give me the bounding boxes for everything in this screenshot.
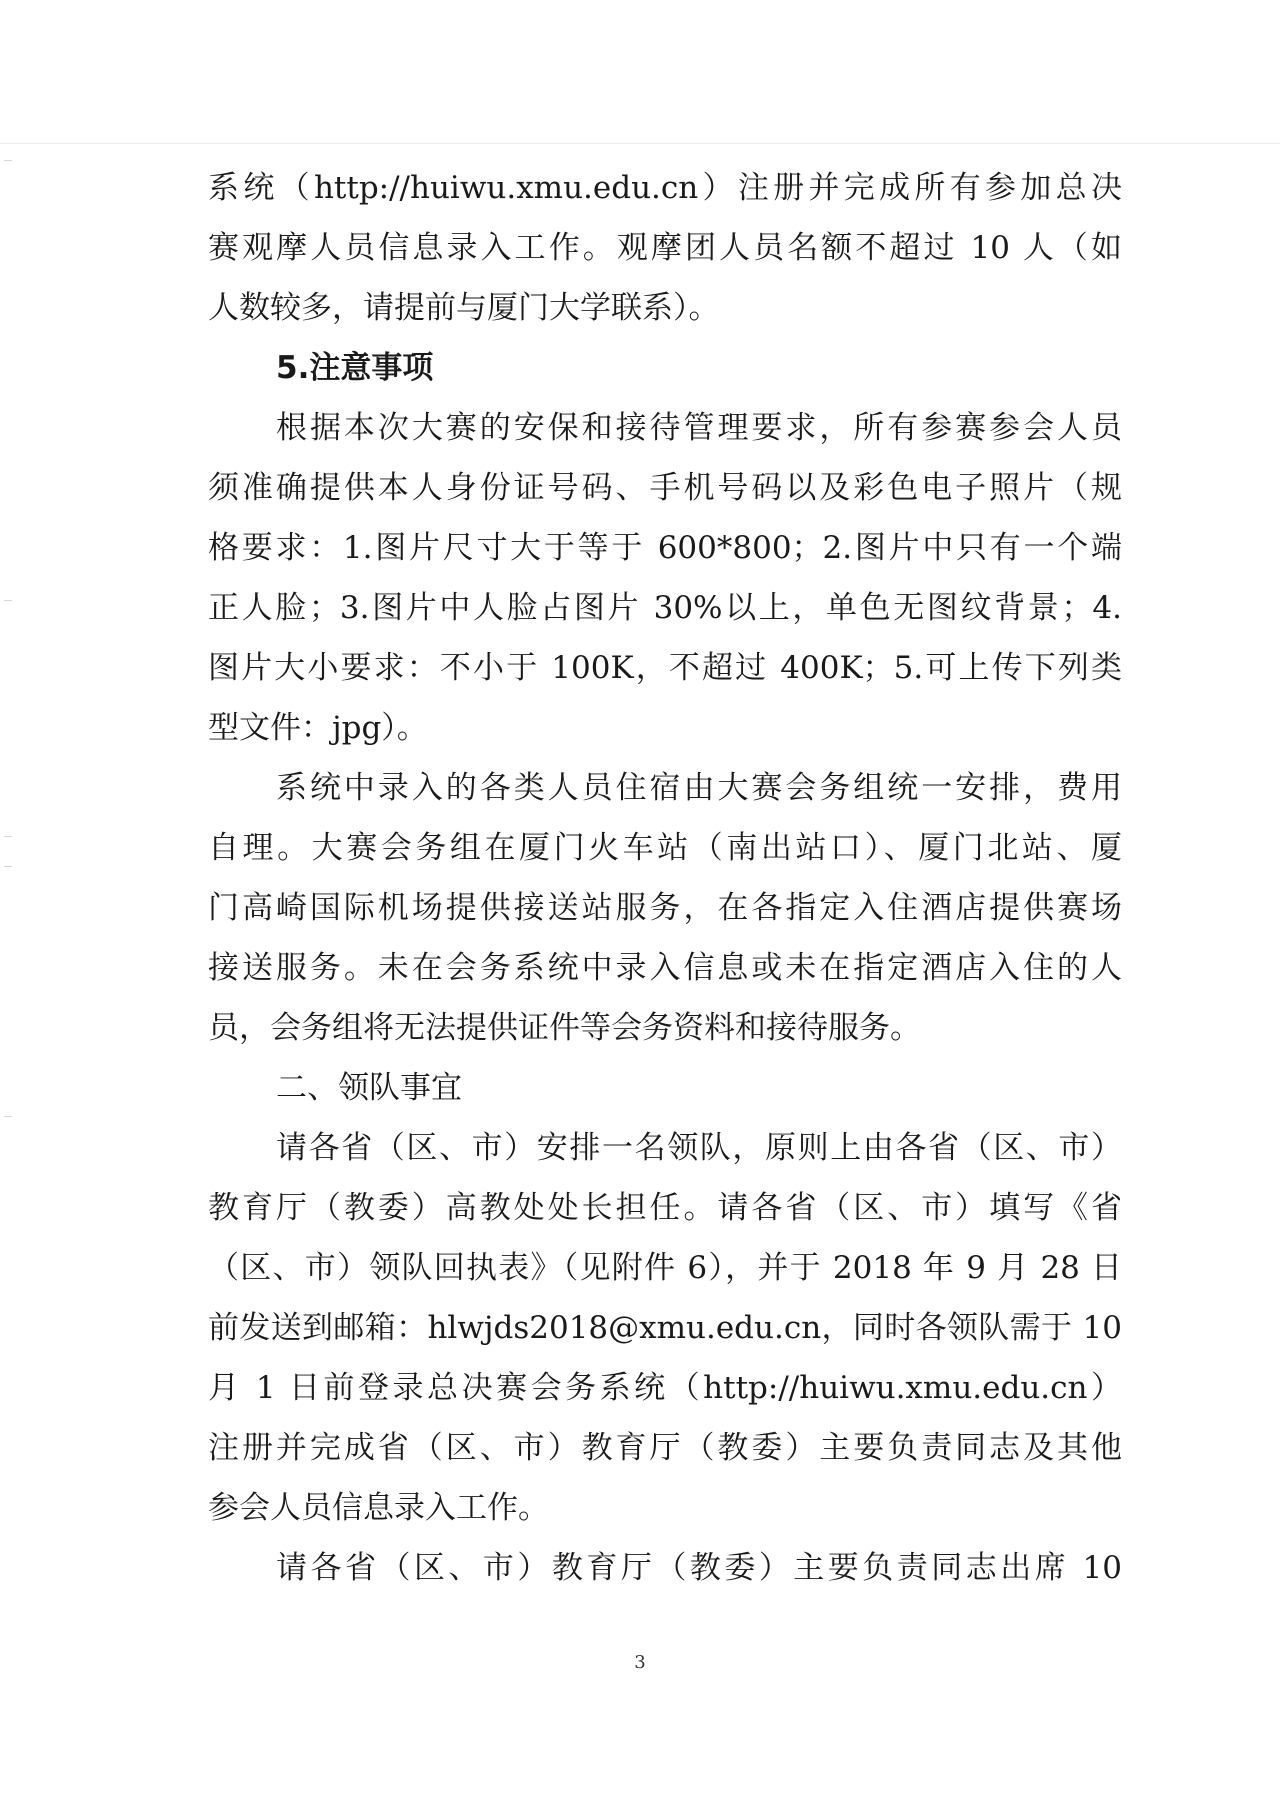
page-number: 3	[634, 1652, 646, 1673]
paragraph-line: 型文件：jpg）。	[208, 710, 428, 746]
paragraph-line: 参会人员信息录入工作。	[208, 1490, 549, 1526]
paragraph-line: 前发送到邮箱：hlwjds2018@xmu.edu.cn，同时各领队需于 10	[208, 1310, 1122, 1346]
scan-margin-mark	[4, 160, 12, 161]
paragraph-line: 图片大小要求：不小于 100K，不超过 400K；5.可上传下列类	[208, 650, 1122, 686]
paragraph-line: 请各省（区、市）教育厅（教委）主要负责同志出席 10	[276, 1550, 1122, 1586]
scan-margin-mark	[4, 600, 12, 601]
section-heading: 5.注意事项	[276, 350, 434, 386]
paragraph-line: 月 1 日前登录总决赛会务系统（http://huiwu.xmu.edu.cn）	[208, 1370, 1122, 1406]
paragraph-line: 请各省（区、市）安排一名领队，原则上由各省（区、市）	[276, 1130, 1122, 1166]
document-body	[208, 158, 1122, 1598]
scan-top-rule	[0, 143, 1280, 144]
paragraph-line: 门高崎国际机场提供接送站服务，在各指定入住酒店提供赛场	[208, 890, 1122, 926]
paragraph-line: 员，会务组将无法提供证件等会务资料和接待服务。	[208, 1010, 921, 1046]
paragraph-line: 须准确提供本人身份证号码、手机号码以及彩色电子照片（规	[208, 470, 1122, 506]
paragraph-line: 人数较多，请提前与厦门大学联系）。	[208, 290, 720, 326]
paragraph-line: 自理。大赛会务组在厦门火车站（南出站口）、厦门北站、厦	[208, 830, 1122, 866]
paragraph-line: 系统（http://huiwu.xmu.edu.cn）注册并完成所有参加总决	[208, 170, 1122, 206]
paragraph-line: 赛观摩人员信息录入工作。观摩团人员名额不超过 10 人（如	[208, 230, 1122, 266]
paragraph-line: 注册并完成省（区、市）教育厅（教委）主要负责同志及其他	[208, 1430, 1122, 1466]
paragraph-line: （区、市）领队回执表》（见附件 6），并于 2018 年 9 月 28 日	[208, 1250, 1122, 1286]
paragraph-line: 教育厅（教委）高教处处长担任。请各省（区、市）填写《省	[208, 1190, 1122, 1226]
paragraph-line: 系统中录入的各类人员住宿由大赛会务组统一安排，费用	[276, 770, 1122, 806]
paragraph-line: 正人脸；3.图片中人脸占图片 30%以上，单色无图纹背景；4.	[208, 590, 1122, 626]
paragraph-line: 根据本次大赛的安保和接待管理要求，所有参赛参会人员	[276, 410, 1122, 446]
scan-margin-mark	[4, 1116, 12, 1117]
section-heading: 二、领队事宜	[276, 1070, 462, 1106]
paragraph-line: 接送服务。未在会务系统中录入信息或未在指定酒店入住的人	[208, 950, 1122, 986]
scan-margin-mark	[4, 836, 12, 837]
scan-margin-mark	[4, 866, 12, 867]
paragraph-line: 格要求：1.图片尺寸大于等于 600*800；2.图片中只有一个端	[208, 530, 1122, 566]
